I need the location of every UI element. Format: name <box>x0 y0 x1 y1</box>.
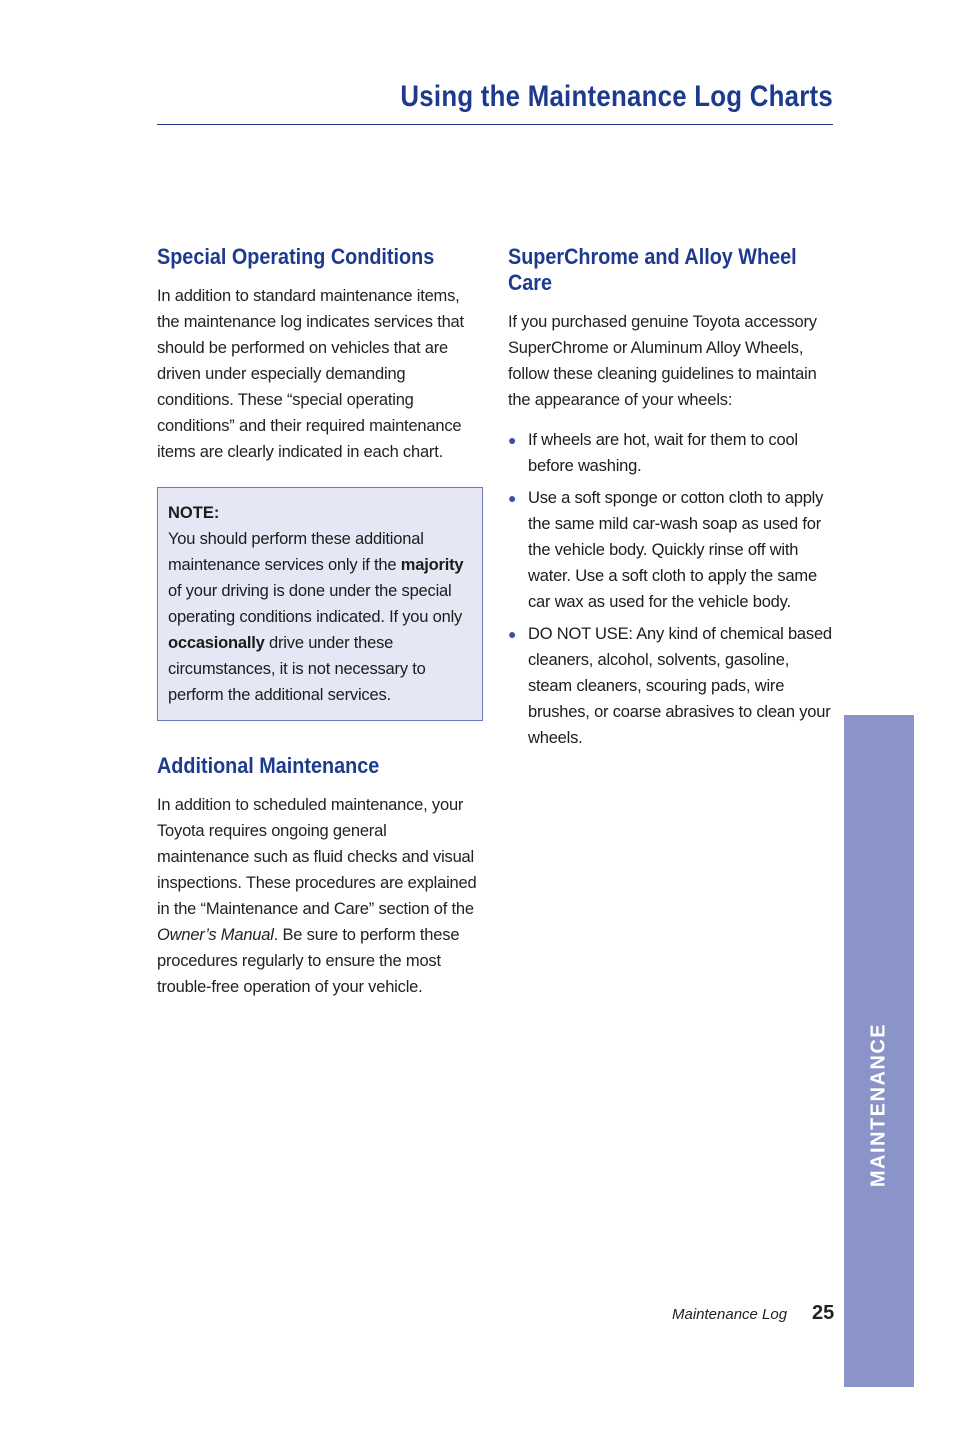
section-side-tab <box>844 715 914 1387</box>
note-label: NOTE: <box>168 504 220 522</box>
wheel-care-intro: If you purchased genuine Toyota accessory SuperChrome or Aluminum Alloy Wheels, follow these cleaning guidelines to maintain the appearance of your wheels: <box>508 313 817 409</box>
list-item <box>508 485 833 615</box>
footer-label: Maintenance Log <box>672 1306 788 1323</box>
additional-maintenance-section <box>157 753 481 1000</box>
bullet-icon: ● <box>508 432 517 448</box>
title-divider <box>157 124 833 125</box>
additional-maintenance-heading: Additional Maintenance <box>157 753 380 778</box>
additional-text-part1: In addition to scheduled maintenance, your Toyota requires ongoing general maintenance such as fluid checks and visual inspections. These procedures are explained in the “Maintenance and Care” section of the <box>157 796 477 918</box>
note-text-part1: You should perform these additional maintenance services only if the <box>168 530 424 574</box>
note-text <box>168 526 472 708</box>
wheel-care-list <box>508 427 833 751</box>
note-occasionally: occasionally <box>168 634 265 652</box>
additional-maintenance-text <box>157 792 481 1000</box>
wheel-care-heading: SuperChrome and Alloy Wheel Care <box>508 244 797 295</box>
bullet-icon: ● <box>508 626 517 642</box>
list-item-text: Use a soft sponge or cotton cloth to apply the same mild car-wash soap as used for the vehicle body. Quickly rinse off with water. Use a soft cloth to apply the same car wax as used for the vehicle body. <box>528 489 824 611</box>
left-column <box>157 244 481 1000</box>
list-item-text: If wheels are hot, wait for them to cool before washing. <box>528 431 798 475</box>
right-column <box>508 244 833 757</box>
additional-text-part2: . Be sure to perform these procedures regularly to ensure the most trouble-free operation of your vehicle. <box>157 926 460 996</box>
side-tab-label: MAINTENANCE <box>867 1022 890 1188</box>
owners-manual-title: Owner’s Manual <box>157 926 274 944</box>
note-text-part2: of your driving is done under the special operating conditions indicated. If you only <box>168 582 463 626</box>
wheel-care-section <box>508 244 833 751</box>
note-text-part3: drive under these circumstances, it is not necessary to perform the additional services. <box>168 634 426 704</box>
special-conditions-text: In addition to standard maintenance items, the maintenance log indicates services that should be performed on vehicles that are driven under especially demanding conditions. These “special operating conditions” and their required maintenance items are clearly indicated in each chart. <box>157 287 464 461</box>
list-item <box>508 621 833 751</box>
note-box <box>157 487 483 721</box>
special-conditions-section <box>157 244 481 465</box>
special-conditions-heading: Special Operating Conditions <box>157 244 435 269</box>
page-number: 25 <box>812 1302 835 1324</box>
list-item <box>508 427 833 479</box>
list-item-text: DO NOT USE: Any kind of chemical based cleaners, alcohol, solvents, gasoline, steam cleaners, scouring pads, wire brushes, or coarse abrasives to clean your wheels. <box>528 625 832 747</box>
page-title: Using the Maintenance Log Charts <box>400 80 833 113</box>
note-majority: majority <box>400 556 464 574</box>
bullet-icon: ● <box>508 490 517 506</box>
